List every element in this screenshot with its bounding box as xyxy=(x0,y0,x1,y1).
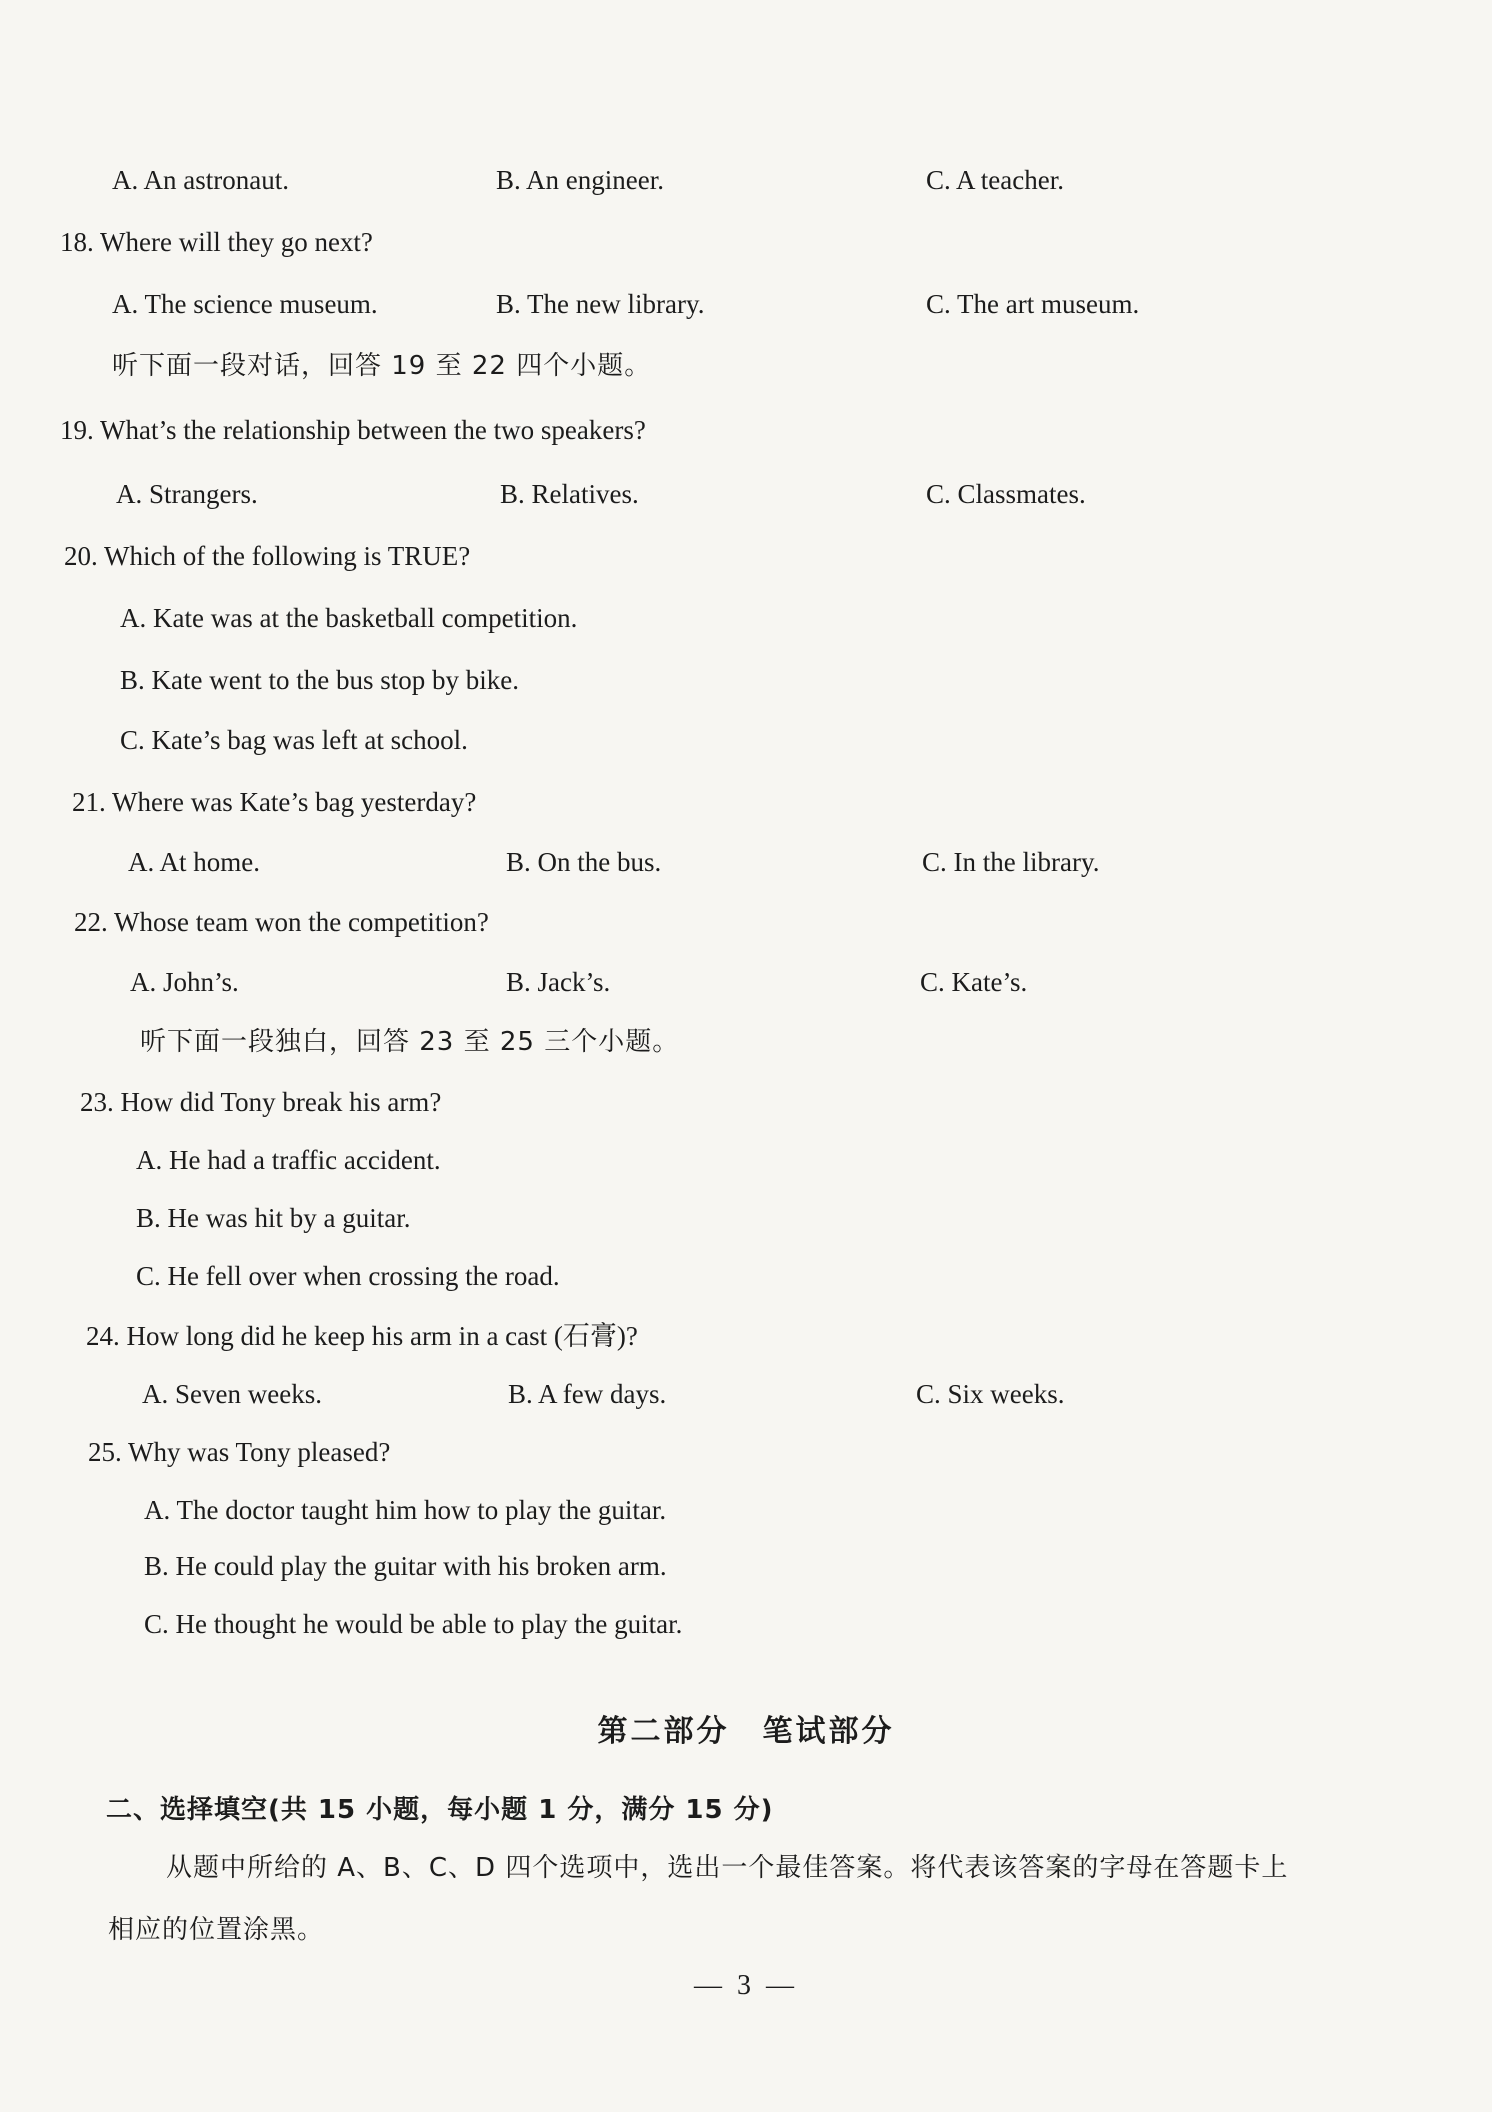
q19-options xyxy=(0,474,1492,518)
q21-question-row xyxy=(0,782,1492,826)
q25-option-c-row xyxy=(0,1604,1492,1648)
q21-question: 21. Where was Kate’s bag yesterday? xyxy=(72,787,477,817)
q22-question-row xyxy=(0,902,1492,946)
section-heading: 二、选择填空(共 15 小题，每小题 1 分，满分 15 分) xyxy=(106,1795,774,1825)
q23-question-row xyxy=(0,1082,1492,1126)
q19-question-row xyxy=(0,410,1492,454)
dialogue-instruction-row xyxy=(0,346,1492,390)
section-instruction-line-2: 相应的位置涂黑。 xyxy=(108,1915,325,1945)
q21-option-b: B. On the bus. xyxy=(506,847,662,877)
section-heading-row xyxy=(0,1790,1492,1834)
dialogue-instruction: 听下面一段对话，回答 19 至 22 四个小题。 xyxy=(112,351,652,381)
q20-option-b-row xyxy=(0,660,1492,704)
q25-option-b-row xyxy=(0,1546,1492,1590)
section-instruction-row-2 xyxy=(0,1910,1492,1954)
monologue-instruction: 听下面一段独白，回答 23 至 25 三个小题。 xyxy=(140,1027,680,1057)
q25-question-row xyxy=(0,1432,1492,1476)
section-instruction-line-1: 从题中所给的 A、B、C、D 四个选项中，选出一个最佳答案。将代表该答案的字母在答题卡上 xyxy=(166,1853,1289,1883)
q17-options xyxy=(0,160,1492,204)
q20-question-row xyxy=(0,536,1492,580)
part-two-title: 第二部分 笔试部分 xyxy=(597,1714,895,1749)
q20-option-a-row xyxy=(0,598,1492,642)
q17-option-b: B. An engineer. xyxy=(496,165,664,195)
q20-question: 20. Which of the following is TRUE? xyxy=(64,541,471,571)
q23-option-b-row xyxy=(0,1198,1492,1242)
q17-option-a: A. An astronaut. xyxy=(112,165,289,195)
q22-option-c: C. Kate’s. xyxy=(920,967,1028,997)
q24-option-b: B. A few days. xyxy=(508,1379,667,1409)
section-instruction-row-1 xyxy=(0,1848,1492,1892)
q21-option-a: A. At home. xyxy=(128,847,260,877)
q18-option-a: A. The science museum. xyxy=(112,289,378,319)
q22-option-a: A. John’s. xyxy=(130,967,239,997)
q24-options xyxy=(0,1374,1492,1418)
q18-option-b: B. The new library. xyxy=(496,289,705,319)
q19-option-c: C. Classmates. xyxy=(926,479,1086,509)
monologue-instruction-row xyxy=(0,1022,1492,1066)
q21-options xyxy=(0,842,1492,886)
q21-option-c: C. In the library. xyxy=(922,847,1100,877)
q24-question: 24. How long did he keep his arm in a cast (石膏)? xyxy=(86,1321,638,1351)
q18-option-c: C. The art museum. xyxy=(926,289,1140,319)
q24-option-a: A. Seven weeks. xyxy=(142,1379,322,1409)
q22-options xyxy=(0,962,1492,1006)
q19-option-b: B. Relatives. xyxy=(500,479,639,509)
q23-option-a-row xyxy=(0,1140,1492,1184)
page-number-row xyxy=(0,1966,1492,2010)
q24-question-row xyxy=(0,1316,1492,1360)
q22-option-b: B. Jack’s. xyxy=(506,967,611,997)
q19-question: 19. What’s the relationship between the two speakers? xyxy=(60,415,646,445)
q23-option-c-row xyxy=(0,1256,1492,1300)
q23-option-a: A. He had a traffic accident. xyxy=(136,1145,441,1175)
q22-question: 22. Whose team won the competition? xyxy=(74,907,489,937)
q23-option-b: B. He was hit by a guitar. xyxy=(136,1203,411,1233)
page-number: — 3 — xyxy=(694,1970,798,2001)
q23-question: 23. How did Tony break his arm? xyxy=(80,1087,442,1117)
q25-option-a-row xyxy=(0,1490,1492,1534)
q20-option-c-row xyxy=(0,720,1492,764)
q18-question: 18. Where will they go next? xyxy=(60,227,373,257)
q18-question-row xyxy=(0,222,1492,266)
q19-option-a: A. Strangers. xyxy=(116,479,258,509)
q25-option-a: A. The doctor taught him how to play the guitar. xyxy=(144,1495,667,1525)
q20-option-b: B. Kate went to the bus stop by bike. xyxy=(120,665,519,695)
q17-option-c: C. A teacher. xyxy=(926,165,1064,195)
q23-option-c: C. He fell over when crossing the road. xyxy=(136,1261,560,1291)
q25-option-b: B. He could play the guitar with his broken arm. xyxy=(144,1551,667,1581)
q18-options xyxy=(0,284,1492,328)
q24-option-c: C. Six weeks. xyxy=(916,1379,1065,1409)
q25-question: 25. Why was Tony pleased? xyxy=(88,1437,391,1467)
part-two-title-row xyxy=(0,1712,1492,1760)
q20-option-a: A. Kate was at the basketball competition. xyxy=(120,603,578,633)
q25-option-c: C. He thought he would be able to play the guitar. xyxy=(144,1609,683,1639)
q20-option-c: C. Kate’s bag was left at school. xyxy=(120,725,468,755)
